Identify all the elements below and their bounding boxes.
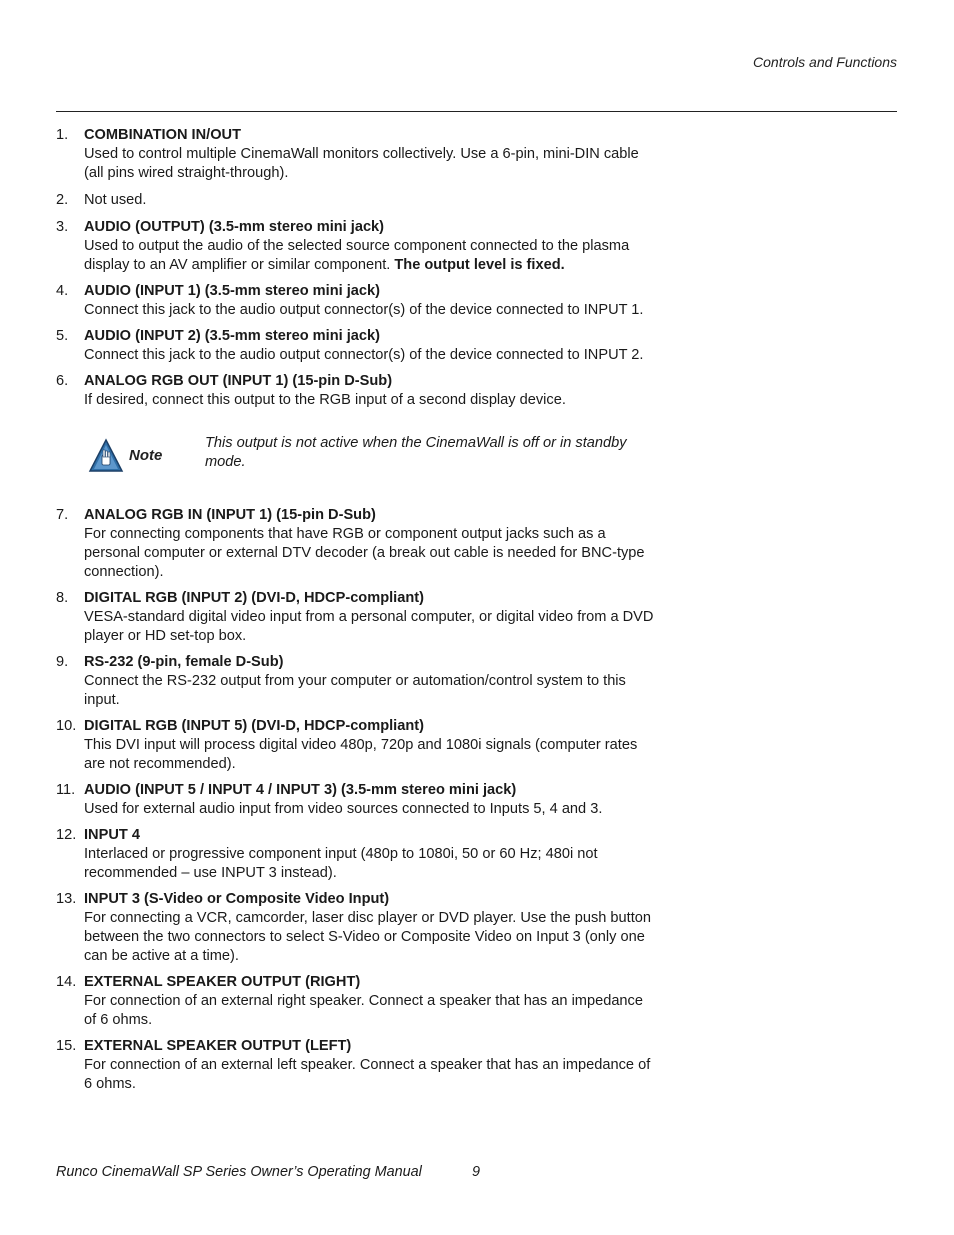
list-item-2: [56, 191, 656, 210]
item-title: INPUT 3 (S-Video or Composite Video Input): [84, 891, 390, 907]
list-item-8: [56, 589, 656, 646]
controls-list: [56, 126, 656, 1094]
list-item-7: [56, 506, 656, 582]
list-item-9: [56, 653, 656, 710]
list-item-12: [56, 826, 656, 883]
item-title: DIGITAL RGB (INPUT 2) (DVI-D, HDCP-compliant): [84, 590, 424, 606]
note-callout: [84, 422, 656, 490]
item-number: 15.: [56, 1038, 77, 1054]
item-title: ANALOG RGB IN (INPUT 1) (15-pin D-Sub): [84, 507, 376, 523]
item-description: Connect this jack to the audio output connector(s) of the device connected to INPUT 1.: [84, 302, 644, 318]
item-description: VESA-standard digital video input from a personal computer, or digital video from a DVD player or HD set-top box.: [84, 609, 654, 644]
item-title: ANALOG RGB OUT (INPUT 1) (15-pin D-Sub): [84, 373, 393, 389]
item-description: For connecting a VCR, camcorder, laser disc player or DVD player. Use the push button between the two connectors to select S-Video or Composite Video on Input 3 (only one can be active at a time).: [84, 910, 651, 964]
list-item-13: [56, 890, 656, 966]
item-number: 9.: [56, 654, 69, 670]
item-description: Connect this jack to the audio output connector(s) of the device connected to INPUT 2.: [84, 347, 644, 363]
list-item-3: [56, 218, 656, 275]
item-title: AUDIO (OUTPUT) (3.5-mm stereo mini jack): [84, 219, 385, 235]
item-title: INPUT 4: [84, 827, 140, 843]
item-number: 11.: [56, 782, 76, 798]
item-description-emphasis: The output level is fixed.: [394, 257, 565, 273]
list-item-14: [56, 973, 656, 1030]
item-number: 1.: [56, 127, 69, 143]
item-title: EXTERNAL SPEAKER OUTPUT (RIGHT): [84, 974, 361, 990]
note-hand-icon: [88, 438, 124, 474]
item-number: 7.: [56, 507, 69, 523]
list-item-10: [56, 717, 656, 774]
item-description: [84, 237, 656, 275]
item-title: DIGITAL RGB (INPUT 5) (DVI-D, HDCP-compliant): [84, 718, 424, 734]
list-item-11: [56, 781, 656, 819]
item-description: If desired, connect this output to the RGB input of a second display device.: [84, 392, 566, 408]
item-number: 10.: [56, 718, 77, 734]
footer-manual-title: Runco CinemaWall SP Series Owner’s Operating Manual: [56, 1164, 422, 1180]
item-title: AUDIO (INPUT 1) (3.5-mm stereo mini jack): [84, 283, 380, 299]
item-description: For connection of an external left speaker. Connect a speaker that has an impedance of 6 ohms.: [84, 1057, 651, 1092]
item-number: 8.: [56, 590, 69, 606]
item-number: 13.: [56, 891, 77, 907]
item-title: AUDIO (INPUT 2) (3.5-mm stereo mini jack): [84, 328, 380, 344]
item-description: Connect the RS-232 output from your computer or automation/control system to this input.: [84, 673, 626, 708]
item-description-text: Used to output the audio of the selected source component connected to the plasma display to an AV amplifier or similar component.: [84, 238, 630, 273]
item-number: 12.: [56, 827, 77, 843]
item-number: 5.: [56, 328, 69, 344]
list-item-6: [56, 372, 656, 410]
list-item-4: [56, 282, 656, 320]
running-header: Controls and Functions: [753, 54, 897, 70]
item-description: Used to control multiple CinemaWall monitors collectively. Use a 6-pin, mini-DIN cable (all pins wired straight-through).: [84, 146, 639, 181]
note-text: This output is not active when the CinemaWall is off or in standby mode.: [205, 435, 627, 470]
item-title: RS-232 (9-pin, female D-Sub): [84, 654, 284, 670]
item-description: Not used.: [84, 192, 147, 208]
item-description: For connection of an external right speaker. Connect a speaker that has an impedance of 6 ohms.: [84, 993, 643, 1028]
item-number: 2.: [56, 192, 69, 208]
item-number: 3.: [56, 219, 69, 235]
item-description: This DVI input will process digital video 480p, 720p and 1080i signals (computer rates are not recommended).: [84, 737, 638, 772]
item-description: For connecting components that have RGB or component output jacks such as a personal computer or external DTV decoder (a break out cable is needed for BNC-type connection).: [84, 526, 645, 580]
footer-page-number: 9: [472, 1164, 481, 1180]
item-title: AUDIO (INPUT 5 / INPUT 4 / INPUT 3) (3.5-mm stereo mini jack): [84, 782, 517, 798]
item-description: Used for external audio input from video sources connected to Inputs 5, 4 and 3.: [84, 801, 603, 817]
item-title: EXTERNAL SPEAKER OUTPUT (LEFT): [84, 1038, 352, 1054]
item-title: COMBINATION IN/OUT: [84, 127, 242, 143]
item-number: 6.: [56, 373, 69, 389]
list-item-5: [56, 327, 656, 365]
list-item-15: [56, 1037, 656, 1094]
item-number: 4.: [56, 283, 69, 299]
list-item-1: [56, 126, 656, 183]
item-description: Interlaced or progressive component input (480p to 1080i, 50 or 60 Hz; 480i not recommended – use INPUT 3 instead).: [84, 846, 598, 881]
item-number: 14.: [56, 974, 77, 990]
header-divider: [56, 111, 897, 112]
note-label: Note: [129, 447, 163, 464]
